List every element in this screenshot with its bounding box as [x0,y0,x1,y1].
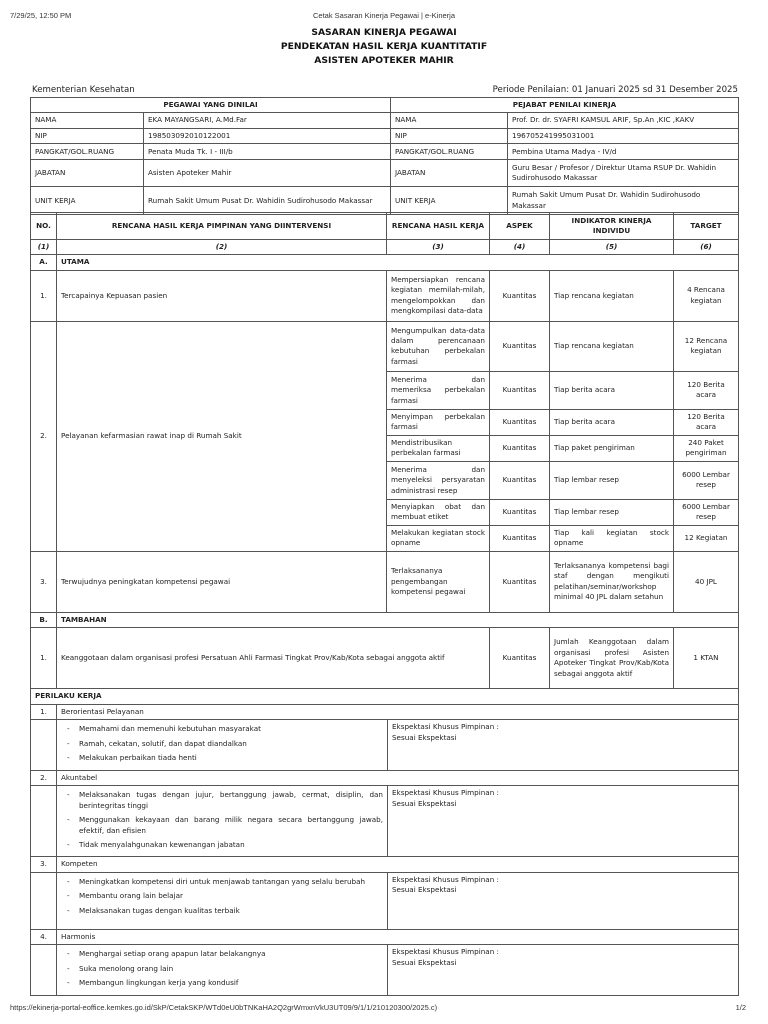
expectation-value: Sesuai Ekspektasi [392,798,457,808]
row-number: 1. [31,628,57,689]
document-meta [30,85,738,97]
leader-plan: Tercapainya Kepuasan pasien [57,270,387,321]
print-page-title: Cetak Sasaran Kinerja Pegawai | e-Kinerja [312,11,456,20]
behavior-table [30,688,739,996]
aspect: Kuantitas [490,270,550,321]
work-plan: Menyiapkan obat dan membuat etiket [387,499,490,525]
leader-plan: Pelayanan kefarmasian rawat inap di Rumah Sakit [57,321,387,551]
col-header-target: TARGET [674,213,739,240]
indicator: Tiap berita acara [550,409,674,435]
evaluated-employee-header: PEGAWAI YANG DINILAI [31,98,391,113]
print-url: https://ekinerja-portal-eoffice.kemkes.go.id/SkP/CetakSKP/WTd0eU0bTNKaHA2Q2grWmxnVkU3UT09/9/1/1/210120300/2025.c) [10,1003,438,1012]
row-number: 3. [31,551,57,612]
behavior-item: - Tidak menyalahgunakan kewenangan jabatan [61,840,383,850]
work-plan: Mendistribusikan perbekalan farmasi [387,435,490,461]
institution-name: Kementerian Kesehatan [32,85,135,95]
behavior-group-number: 4. [31,929,57,944]
target: 4 Rencana kegiatan [674,270,739,321]
leader-expectation [388,872,739,929]
section-b-label: TAMBAHAN [57,612,739,627]
evaluator-position: Guru Besar / Profesor / Direktur Utama RSUP Dr. Wahidin Sudirohusodo Makassar [508,160,739,187]
col-header-indicator: INDIKATOR KINERJA INDIVIDU [550,213,674,240]
browser-print-header [0,11,768,23]
document-titles [0,26,768,69]
behavior-items [57,720,388,770]
print-datetime: 7/29/25, 12:50 PM [10,11,72,20]
behavior-item: - Memahami dan memenuhi kebutuhan masyarakat [61,724,383,734]
label-rank: PANGKAT/GOL.RUANG [391,144,508,160]
work-plan: Menerima dan menyeleksi persyaratan administrasi resep [387,461,490,499]
indicator: Tiap lembar resep [550,499,674,525]
indicator: Tiap kali kegiatan stock opname [550,525,674,551]
behavior-group-number: 3. [31,857,57,872]
behavior-group-name: Kompeten [57,857,739,872]
leader-expectation [388,945,739,995]
work-plan: Terlaksananya pengembangan kompetensi pegawai [387,551,490,612]
target: 12 Rencana kegiatan [674,321,739,371]
leader-expectation [388,720,739,770]
target: 6000 Lembar resep [674,461,739,499]
print-page-number: 1/2 [735,1003,746,1012]
work-plan: Menyimpan perbekalan farmasi [387,409,490,435]
col-num: (1) [31,240,57,255]
behavior-item: - Menggunakan kekayaan dan barang milik negara secara bertanggung jawab, efektif, dan efisien [61,815,383,836]
leader-plan: Keanggotaan dalam organisasi profesi Persatuan Ahli Farmasi Tingkat Prov/Kab/Kota sebagai anggota aktif [57,628,490,689]
aspect: Kuantitas [490,435,550,461]
aspect: Kuantitas [490,628,550,689]
skp-table [30,212,739,689]
behavior-group-name: Akuntabel [57,770,739,785]
target: 120 Berita acara [674,371,739,409]
evaluator-header: PEJABAT PENILAI KINERJA [391,98,739,113]
evaluator-rank: Pembina Utama Madya - IV/d [508,144,739,160]
row-number: 2. [31,321,57,551]
section-b-code: B. [31,612,57,627]
behavior-item: - Suka menolong orang lain [61,964,383,974]
behavior-items [57,872,388,929]
aspect: Kuantitas [490,371,550,409]
employee-unit: Rumah Sakit Umum Pusat Dr. Wahidin Sudirohusodo Makassar [144,187,391,215]
title-line-2: PENDEKATAN HASIL KERJA KUANTITATIF [280,41,488,53]
indicator: Terlaksananya kompetensi bagi staf dengan mengikuti pelatihan/seminar/workshop minimal 40 JPL dalam setahun [550,551,674,612]
aspect: Kuantitas [490,321,550,371]
evaluator-name: Prof. Dr. dr. SYAFRI KAMSUL ARIF, Sp.An ,KIC ,KAKV [508,113,739,128]
aspect: Kuantitas [490,551,550,612]
target: 12 Kegiatan [674,525,739,551]
indicator: Tiap berita acara [550,371,674,409]
behavior-item: - Menghargai setiap orang apapun latar belakangnya [61,949,383,959]
evaluator-nip: 196705241995031001 [508,128,739,143]
col-header-aspect: ASPEK [490,213,550,240]
expectation-value: Sesuai Ekspektasi [392,957,457,967]
employee-rank: Penata Muda Tk. I - III/b [144,144,391,160]
row-number: 1. [31,270,57,321]
label-unit: UNIT KERJA [391,187,508,215]
col-header-no: NO. [31,213,57,240]
title-line-3: ASISTEN APOTEKER MAHIR [314,55,454,67]
title-line-1: SASARAN KINERJA PEGAWAI [311,27,457,38]
indicator: Tiap rencana kegiatan [550,321,674,371]
expectation-value: Sesuai Ekspektasi [392,885,457,895]
indicator: Tiap paket pengiriman [550,435,674,461]
leader-plan: Terwujudnya peningkatan kompetensi pegawai [57,551,387,612]
expectation-value: Sesuai Ekspektasi [392,732,457,742]
aspect: Kuantitas [490,461,550,499]
indicator: Tiap lembar resep [550,461,674,499]
section-a-label: UTAMA [57,255,739,270]
employee-nip: 198503092010122001 [144,128,391,143]
evaluator-unit: Rumah Sakit Umum Pusat Dr. Wahidin Sudirohusodo Makassar [508,187,739,215]
col-num: (2) [57,240,387,255]
label-position: JABATAN [31,160,144,187]
people-table [30,97,739,215]
behavior-item: - Melakukan perbaikan tiada henti [61,753,383,763]
expectation-label: Ekspektasi Khusus Pimpinan : [392,874,499,884]
work-plan: Menerima dan memeriksa perbekalan farmasi [387,371,490,409]
col-num: (5) [550,240,674,255]
indicator: Jumlah Keanggotaan dalam organisasi profesi Asisten Apoteker Tingkat Prov/Kab/Kota sebagai anggota aktif [550,628,674,689]
behavior-items [57,786,388,857]
behavior-items [57,945,388,995]
aspect: Kuantitas [490,499,550,525]
target: 240 Paket pengiriman [674,435,739,461]
behavior-item: - Membantu orang lain belajar [61,891,383,901]
label-rank: PANGKAT/GOL.RUANG [31,144,144,160]
behavior-group-number: 2. [31,770,57,785]
label-nip: NIP [391,128,508,143]
target: 1 KTAN [674,628,739,689]
behavior-group-name: Berorientasi Pelayanan [57,705,739,720]
label-name: NAMA [391,113,508,128]
behavior-item: - Melaksanakan tugas dengan jujur, bertanggung jawab, cermat, disiplin, dan berintegritas tinggi [61,790,383,811]
work-plan: Melakukan kegiatan stock opname [387,525,490,551]
behavior-item: - Meningkatkan kompetensi diri untuk menjawab tantangan yang selalu berubah [61,877,383,887]
employee-position: Asisten Apoteker Mahir [144,160,391,187]
col-header-work-plan: RENCANA HASIL KERJA [387,213,490,240]
behavior-group-number: 1. [31,705,57,720]
behavior-item: - Membangun lingkungan kerja yang kondusif [61,978,383,988]
assessment-period: Periode Penilaian: 01 Januari 2025 sd 31 Desember 2025 [492,85,738,95]
behavior-title: PERILAKU KERJA [31,689,739,705]
col-header-leader-plan: RENCANA HASIL KERJA PIMPINAN YANG DIINTERVENSI [57,213,387,240]
leader-expectation [388,786,739,857]
behavior-item: - Ramah, cekatan, solutif, dan dapat diandalkan [61,739,383,749]
work-plan: Mengumpulkan data-data dalam perencanaan kebutuhan perbekalan farmasi [387,321,490,371]
expectation-label: Ekspektasi Khusus Pimpinan : [392,947,499,957]
work-plan: Mempersiapkan rencana kegiatan memilah-milah, mengelompokkan dan mengkompilasi data-data [387,270,490,321]
indicator: Tiap rencana kegiatan [550,270,674,321]
aspect: Kuantitas [490,409,550,435]
target: 6000 Lembar resep [674,499,739,525]
label-position: JABATAN [391,160,508,187]
label-unit: UNIT KERJA [31,187,144,215]
label-nip: NIP [31,128,144,143]
col-num: (4) [490,240,550,255]
col-num: (6) [674,240,739,255]
employee-name: EKA MAYANGSARI, A.Md.Far [144,113,391,128]
behavior-group-name: Harmonis [57,929,739,944]
target: 40 JPL [674,551,739,612]
behavior-item: - Melaksanakan tugas dengan kualitas terbaik [61,906,383,916]
expectation-label: Ekspektasi Khusus Pimpinan : [392,722,499,732]
section-a-code: A. [31,255,57,270]
target: 120 Berita acara [674,409,739,435]
label-name: NAMA [31,113,144,128]
aspect: Kuantitas [490,525,550,551]
expectation-label: Ekspektasi Khusus Pimpinan : [392,788,499,798]
col-num: (3) [387,240,490,255]
